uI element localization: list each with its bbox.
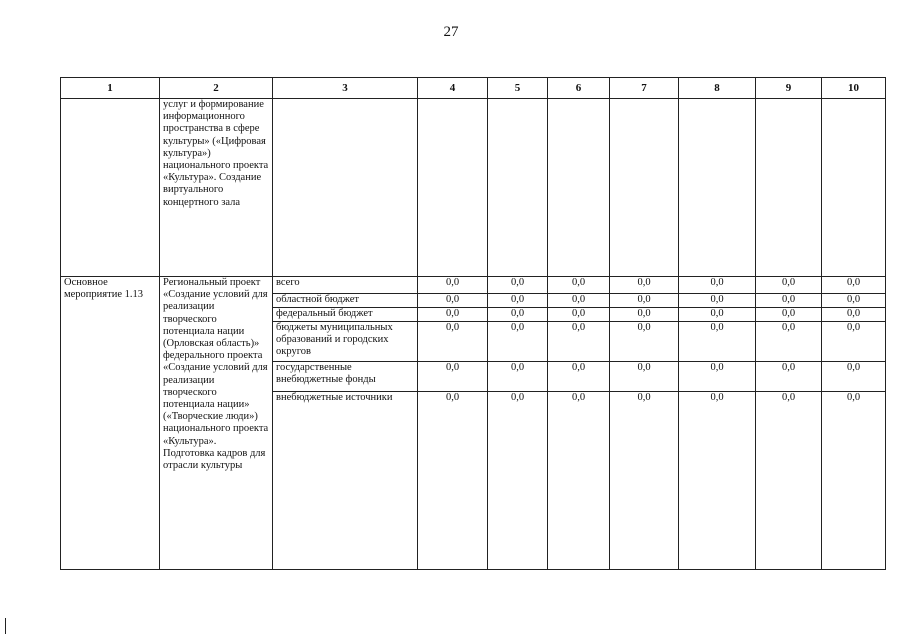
budget-table: [60, 77, 886, 570]
value-cell: 0,0: [548, 362, 610, 392]
funding-source: государственные внебюджетные фонды: [273, 362, 418, 392]
value-cell: 0,0: [679, 277, 756, 294]
value-cell: 0,0: [418, 392, 488, 570]
value-cell: 0,0: [548, 277, 610, 294]
header-cell: 4: [418, 78, 488, 99]
funding-source: внебюджетные источники: [273, 392, 418, 570]
page-number: 27: [443, 24, 459, 40]
value-cell: 0,0: [418, 322, 488, 362]
value-cell: 0,0: [756, 277, 822, 294]
value-cell: 0,0: [822, 277, 886, 294]
header-cell: 10: [822, 78, 886, 99]
value-cell: 0,0: [488, 308, 548, 322]
header-cell: 7: [610, 78, 679, 99]
value-cell: 0,0: [610, 308, 679, 322]
value-cell: 0,0: [679, 392, 756, 570]
empty-cell: [756, 99, 822, 277]
value-cell: 0,0: [679, 308, 756, 322]
empty-cell: [610, 99, 679, 277]
value-cell: 0,0: [822, 392, 886, 570]
value-cell: 0,0: [756, 322, 822, 362]
header-cell: 3: [273, 78, 418, 99]
header-cell: 2: [160, 78, 273, 99]
value-cell: 0,0: [610, 277, 679, 294]
activity-name: Региональный проект «Создание условий для реализации творческого потенциала нации (Орловская область)» федерального проекта «Создание условий для реализации творческого потенциала нации» («Творческие люди») национального проекта «Культура». Подготовка кадров для отрасли культуры: [160, 277, 273, 570]
value-cell: 0,0: [488, 294, 548, 308]
value-cell: 0,0: [610, 294, 679, 308]
value-cell: 0,0: [548, 322, 610, 362]
value-cell: 0,0: [488, 362, 548, 392]
value-cell: 0,0: [548, 308, 610, 322]
value-cell: 0,0: [679, 362, 756, 392]
funding-source: областной бюджет: [273, 294, 418, 308]
value-cell: 0,0: [822, 362, 886, 392]
value-cell: 0,0: [610, 392, 679, 570]
empty-cell: [273, 99, 418, 277]
header-cell: 8: [679, 78, 756, 99]
value-cell: 0,0: [756, 362, 822, 392]
value-cell: 0,0: [822, 294, 886, 308]
header-cell: 6: [548, 78, 610, 99]
value-cell: 0,0: [610, 362, 679, 392]
activity-label: Основное мероприятие 1.13: [61, 277, 160, 570]
empty-cell: [822, 99, 886, 277]
continued-name-cell: услуг и формирование информационного пространства в сфере культуры» («Цифровая культура») национального проекта «Культура». Создание виртуального концертного зала: [160, 99, 273, 277]
value-cell: 0,0: [756, 294, 822, 308]
continued-row: [61, 99, 886, 277]
value-cell: 0,0: [679, 294, 756, 308]
funding-source: федеральный бюджет: [273, 308, 418, 322]
value-cell: 0,0: [756, 308, 822, 322]
value-cell: 0,0: [418, 362, 488, 392]
header-row: [61, 78, 886, 99]
value-cell: 0,0: [488, 277, 548, 294]
continued-label-cell: [61, 99, 160, 277]
header-cell: 9: [756, 78, 822, 99]
value-cell: 0,0: [418, 308, 488, 322]
empty-cell: [548, 99, 610, 277]
value-cell: 0,0: [548, 294, 610, 308]
value-cell: 0,0: [488, 322, 548, 362]
value-cell: 0,0: [418, 294, 488, 308]
empty-cell: [679, 99, 756, 277]
funding-source: бюджеты муниципальных образований и городских округов: [273, 322, 418, 362]
value-cell: 0,0: [756, 392, 822, 570]
empty-cell: [418, 99, 488, 277]
value-cell: 0,0: [548, 392, 610, 570]
value-cell: 0,0: [610, 322, 679, 362]
table-row: [61, 277, 886, 294]
value-cell: 0,0: [418, 277, 488, 294]
value-cell: 0,0: [679, 322, 756, 362]
header-cell: 1: [61, 78, 160, 99]
scan-edge-mark: [5, 618, 6, 634]
value-cell: 0,0: [822, 308, 886, 322]
header-cell: 5: [488, 78, 548, 99]
funding-source: всего: [273, 277, 418, 294]
empty-cell: [488, 99, 548, 277]
value-cell: 0,0: [488, 392, 548, 570]
value-cell: 0,0: [822, 322, 886, 362]
